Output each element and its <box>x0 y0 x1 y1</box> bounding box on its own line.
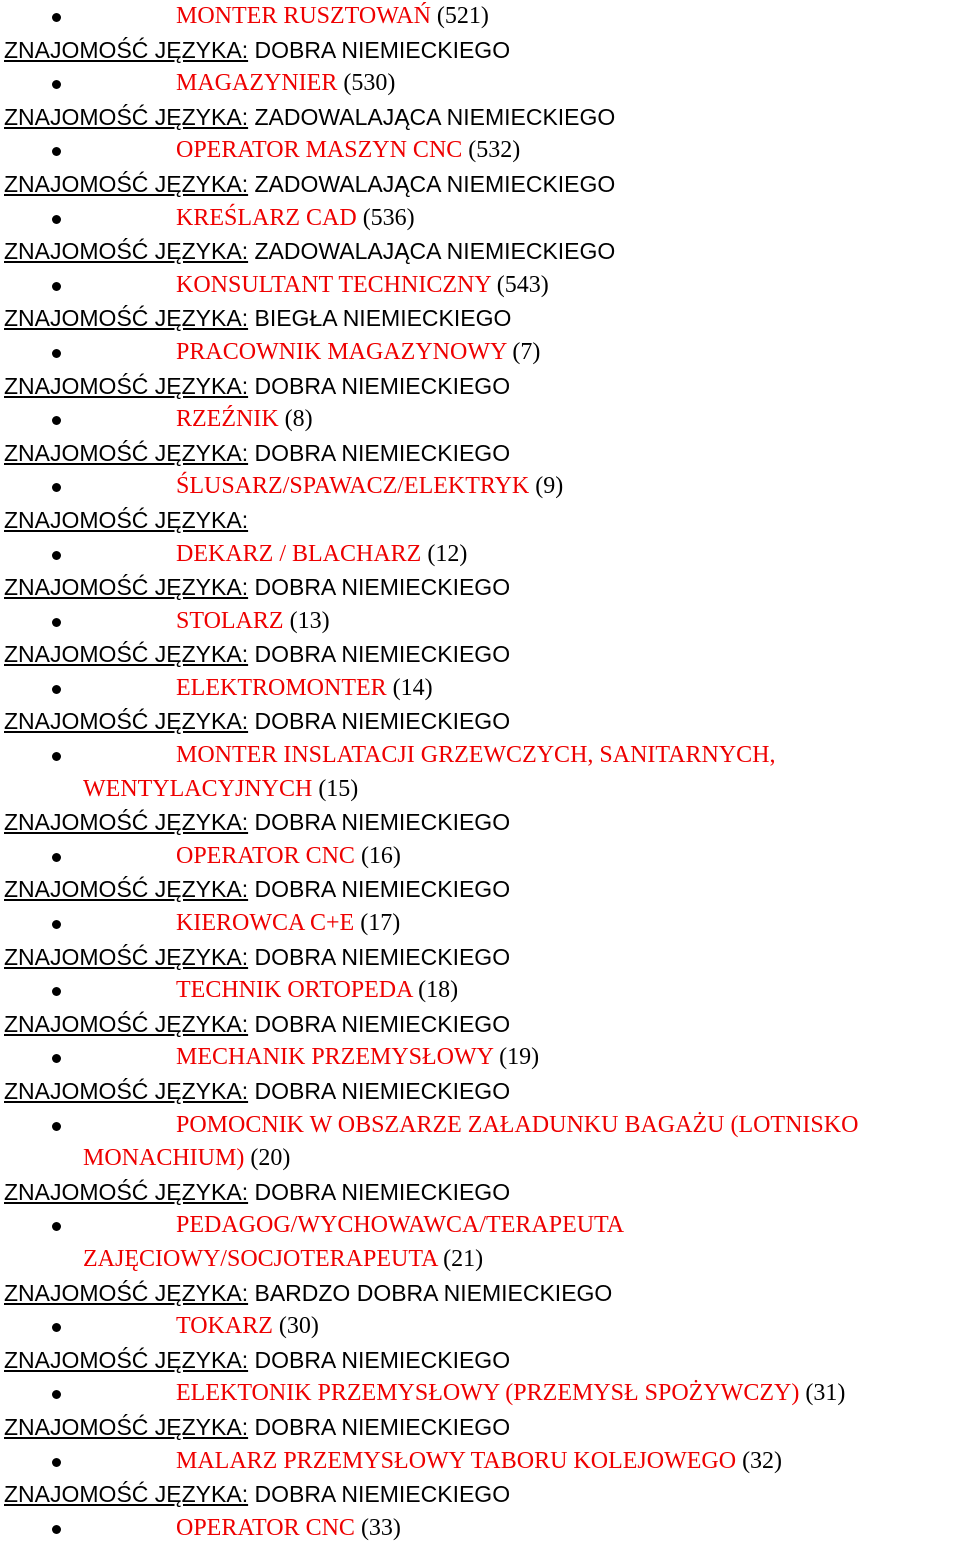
language-level: DOBRA NIEMIECKIEGO <box>254 641 511 668</box>
job-item <box>0 605 960 639</box>
job-title: DEKARZ / BLACHARZ <box>176 540 422 567</box>
language-level: DOBRA NIEMIECKIEGO <box>254 876 511 903</box>
job-code: (16) <box>360 842 401 869</box>
job-title: MAGAZYNIER <box>176 70 338 97</box>
language-label: ZNAJOMOŚĆ JĘZYKA: <box>4 641 249 668</box>
language-label: ZNAJOMOŚĆ JĘZYKA: <box>4 1481 249 1508</box>
language-requirement <box>0 235 960 269</box>
job-entry <box>0 672 960 739</box>
job-title: TECHNIK ORTOPEDA <box>176 977 413 1004</box>
job-item <box>0 67 960 101</box>
language-label: ZNAJOMOŚĆ JĘZYKA: <box>4 1178 249 1205</box>
language-label: ZNAJOMOŚĆ JĘZYKA: <box>4 1010 249 1037</box>
job-item <box>0 336 960 370</box>
language-level: DOBRA NIEMIECKIEGO <box>254 1481 511 1508</box>
language-requirement <box>0 806 960 840</box>
job-entry <box>0 1109 960 1210</box>
bullet-icon <box>52 1390 61 1399</box>
bullet-icon <box>52 349 61 358</box>
job-entry <box>0 1209 960 1310</box>
language-level: DOBRA NIEMIECKIEGO <box>254 943 511 970</box>
job-entry <box>0 974 960 1041</box>
job-entry <box>0 403 960 470</box>
job-entry <box>0 470 960 537</box>
job-title: POMOCNIK W OBSZARZE ZAŁADUNKU BAGAŻU (LOTNISKO <box>176 1111 859 1138</box>
job-entry <box>0 67 960 134</box>
language-level: DOBRA NIEMIECKIEGO <box>254 809 511 836</box>
job-code: (7) <box>512 338 541 365</box>
language-label: ZNAJOMOŚĆ JĘZYKA: <box>4 708 249 735</box>
job-code: (543) <box>496 271 549 298</box>
bullet-icon <box>52 1222 61 1231</box>
job-title: ELEKTONIK PRZEMYSŁOWY (PRZEMYSŁ SPOŻYWCZY) <box>176 1380 800 1407</box>
language-requirement <box>0 34 960 68</box>
language-requirement <box>0 941 960 975</box>
job-title: RZEŹNIK <box>176 406 279 433</box>
language-label: ZNAJOMOŚĆ JĘZYKA: <box>4 574 249 601</box>
language-requirement <box>0 168 960 202</box>
job-item <box>0 840 960 874</box>
job-title-continuation <box>83 773 956 807</box>
language-level: DOBRA NIEMIECKIEGO <box>254 36 511 63</box>
job-title-cont: MONACHIUM) <box>83 1145 245 1172</box>
language-level: DOBRA NIEMIECKIEGO <box>254 1413 511 1440</box>
job-code: (21) <box>443 1245 484 1272</box>
language-requirement <box>0 437 960 471</box>
job-item <box>0 470 960 504</box>
bullet-icon <box>52 1525 61 1534</box>
job-title: OPERATOR MASZYN CNC <box>176 137 463 164</box>
bullet-icon <box>52 1323 61 1332</box>
language-requirement <box>0 1176 960 1210</box>
job-code: (33) <box>360 1514 401 1541</box>
job-code: (20) <box>250 1145 291 1172</box>
language-level: ZADOWALAJĄCA NIEMIECKIEGO <box>254 238 616 265</box>
language-label: ZNAJOMOŚĆ JĘZYKA: <box>4 809 249 836</box>
language-level: DOBRA NIEMIECKIEGO <box>254 1010 511 1037</box>
job-entry <box>0 134 960 201</box>
job-entry <box>0 1377 960 1444</box>
job-item <box>0 739 960 806</box>
language-requirement <box>0 638 960 672</box>
job-code: (17) <box>360 910 401 937</box>
job-title: PEDAGOG/WYCHOWAWCA/TERAPEUTA <box>176 1212 625 1239</box>
language-requirement <box>0 504 960 538</box>
job-title: KREŚLARZ CAD <box>176 204 357 231</box>
job-title: KONSULTANT TECHNICZNY <box>176 271 491 298</box>
job-item <box>0 269 960 303</box>
bullet-icon <box>52 80 61 89</box>
job-item <box>0 1512 960 1545</box>
language-level: DOBRA NIEMIECKIEGO <box>254 1078 511 1104</box>
language-label: ZNAJOMOŚĆ JĘZYKA: <box>4 170 249 197</box>
language-requirement <box>0 1478 960 1512</box>
job-entry <box>0 269 960 336</box>
language-label: ZNAJOMOŚĆ JĘZYKA: <box>4 305 249 332</box>
job-code: (521) <box>436 3 489 29</box>
job-code: (532) <box>468 137 521 164</box>
language-label: ZNAJOMOŚĆ JĘZYKA: <box>4 1346 249 1373</box>
language-label: ZNAJOMOŚĆ JĘZYKA: <box>4 372 249 399</box>
language-label: ZNAJOMOŚĆ JĘZYKA: <box>4 103 249 130</box>
job-entry <box>0 0 960 67</box>
language-level: DOBRA NIEMIECKIEGO <box>254 1346 511 1373</box>
job-entry <box>0 739 960 840</box>
job-entry <box>0 336 960 403</box>
job-title: ELEKTROMONTER <box>176 674 387 701</box>
bullet-icon <box>52 752 61 761</box>
job-item <box>0 1109 960 1176</box>
job-code: (15) <box>318 775 359 802</box>
job-title: STOLARZ <box>176 607 284 634</box>
language-level: BARDZO DOBRA NIEMIECKIEGO <box>254 1279 613 1306</box>
job-item <box>0 538 960 572</box>
job-code: (31) <box>805 1380 846 1407</box>
language-requirement <box>0 1411 960 1445</box>
job-title: MECHANIK PRZEMYSŁOWY <box>176 1044 494 1071</box>
job-item <box>0 1209 960 1276</box>
language-level: DOBRA NIEMIECKIEGO <box>254 439 511 466</box>
job-title-continuation <box>83 1142 956 1176</box>
job-title-continuation <box>83 1243 956 1277</box>
job-code: (18) <box>418 977 459 1004</box>
language-label: ZNAJOMOŚĆ JĘZYKA: <box>4 238 249 265</box>
job-title: OPERATOR CNC <box>176 842 355 869</box>
language-level: BIEGŁA NIEMIECKIEGO <box>254 305 512 332</box>
job-entry <box>0 840 960 907</box>
language-label: ZNAJOMOŚĆ JĘZYKA: <box>4 1078 249 1104</box>
language-requirement <box>0 1344 960 1378</box>
language-requirement <box>0 571 960 605</box>
language-label: ZNAJOMOŚĆ JĘZYKA: <box>4 876 249 903</box>
language-label: ZNAJOMOŚĆ JĘZYKA: <box>4 439 249 466</box>
job-title: ŚLUSARZ/SPAWACZ/ELEKTRYK <box>176 473 530 500</box>
job-item <box>0 1377 960 1411</box>
language-level: ZADOWALAJĄCA NIEMIECKIEGO <box>254 170 616 197</box>
bullet-icon <box>52 13 61 22</box>
job-code: (8) <box>284 406 313 433</box>
job-title: MONTER INSLATACJI GRZEWCZYCH, SANITARNYCH, <box>176 742 776 769</box>
bullet-icon <box>52 1458 61 1467</box>
job-entry <box>0 1310 960 1377</box>
job-code: (9) <box>535 473 564 500</box>
bullet-icon <box>52 416 61 425</box>
bullet-icon <box>52 1122 61 1131</box>
language-label: ZNAJOMOŚĆ JĘZYKA: <box>4 36 249 63</box>
language-requirement <box>0 1277 960 1311</box>
job-code: (32) <box>742 1447 783 1474</box>
language-requirement <box>0 370 960 404</box>
job-code: (30) <box>278 1313 319 1340</box>
language-requirement <box>0 1075 960 1109</box>
job-code: (12) <box>427 540 468 567</box>
bullet-icon <box>52 1054 61 1063</box>
job-item <box>0 1041 960 1075</box>
job-title: MONTER RUSZTOWAŃ <box>176 3 431 29</box>
bullet-icon <box>52 685 61 694</box>
job-title-cont: ZAJĘCIOWY/SOCJOTERAPEUTA <box>83 1245 438 1272</box>
job-item <box>0 1310 960 1344</box>
job-code: (536) <box>362 204 415 231</box>
bullet-icon <box>52 987 61 996</box>
job-item <box>0 134 960 168</box>
bullet-icon <box>52 282 61 291</box>
language-requirement <box>0 1008 960 1042</box>
bullet-icon <box>52 147 61 156</box>
language-level: DOBRA NIEMIECKIEGO <box>254 708 511 735</box>
job-entry <box>0 1445 960 1512</box>
job-entry <box>0 1041 960 1108</box>
language-requirement <box>0 302 960 336</box>
language-requirement <box>0 101 960 135</box>
language-level: DOBRA NIEMIECKIEGO <box>254 372 511 399</box>
bullet-icon <box>52 853 61 862</box>
bullet-icon <box>52 215 61 224</box>
job-title: MALARZ PRZEMYSŁOWY TABORU KOLEJOWEGO <box>176 1447 737 1474</box>
job-title-cont: WENTYLACYJNYCH <box>83 775 313 802</box>
language-label: ZNAJOMOŚĆ JĘZYKA: <box>4 506 249 533</box>
language-label: ZNAJOMOŚĆ JĘZYKA: <box>4 943 249 970</box>
bullet-icon <box>52 483 61 492</box>
job-entry <box>0 538 960 605</box>
language-requirement <box>0 873 960 907</box>
job-item <box>0 1445 960 1479</box>
job-title: KIEROWCA C+E <box>176 910 355 937</box>
bullet-icon <box>52 618 61 627</box>
language-requirement <box>0 705 960 739</box>
bullet-icon <box>52 920 61 929</box>
language-label: ZNAJOMOŚĆ JĘZYKA: <box>4 1279 249 1306</box>
job-item <box>0 672 960 706</box>
job-entry <box>0 1512 960 1545</box>
bullet-icon <box>52 551 61 560</box>
job-item <box>0 0 960 34</box>
job-title: PRACOWNIK MAGAZYNOWY <box>176 338 507 365</box>
job-item <box>0 403 960 437</box>
job-code: (530) <box>343 70 396 97</box>
language-level: ZADOWALAJĄCA NIEMIECKIEGO <box>254 103 616 130</box>
job-title: OPERATOR CNC <box>176 1514 355 1541</box>
job-code: (13) <box>289 607 330 634</box>
job-title: TOKARZ <box>176 1313 273 1340</box>
job-code: (19) <box>499 1044 540 1071</box>
language-level: DOBRA NIEMIECKIEGO <box>254 1178 511 1205</box>
job-entry <box>0 907 960 974</box>
job-entry <box>0 605 960 672</box>
job-entry <box>0 202 960 269</box>
job-item <box>0 907 960 941</box>
language-label: ZNAJOMOŚĆ JĘZYKA: <box>4 1413 249 1440</box>
job-item <box>0 974 960 1008</box>
job-code: (14) <box>392 674 433 701</box>
language-level: DOBRA NIEMIECKIEGO <box>254 574 511 601</box>
job-item <box>0 202 960 236</box>
